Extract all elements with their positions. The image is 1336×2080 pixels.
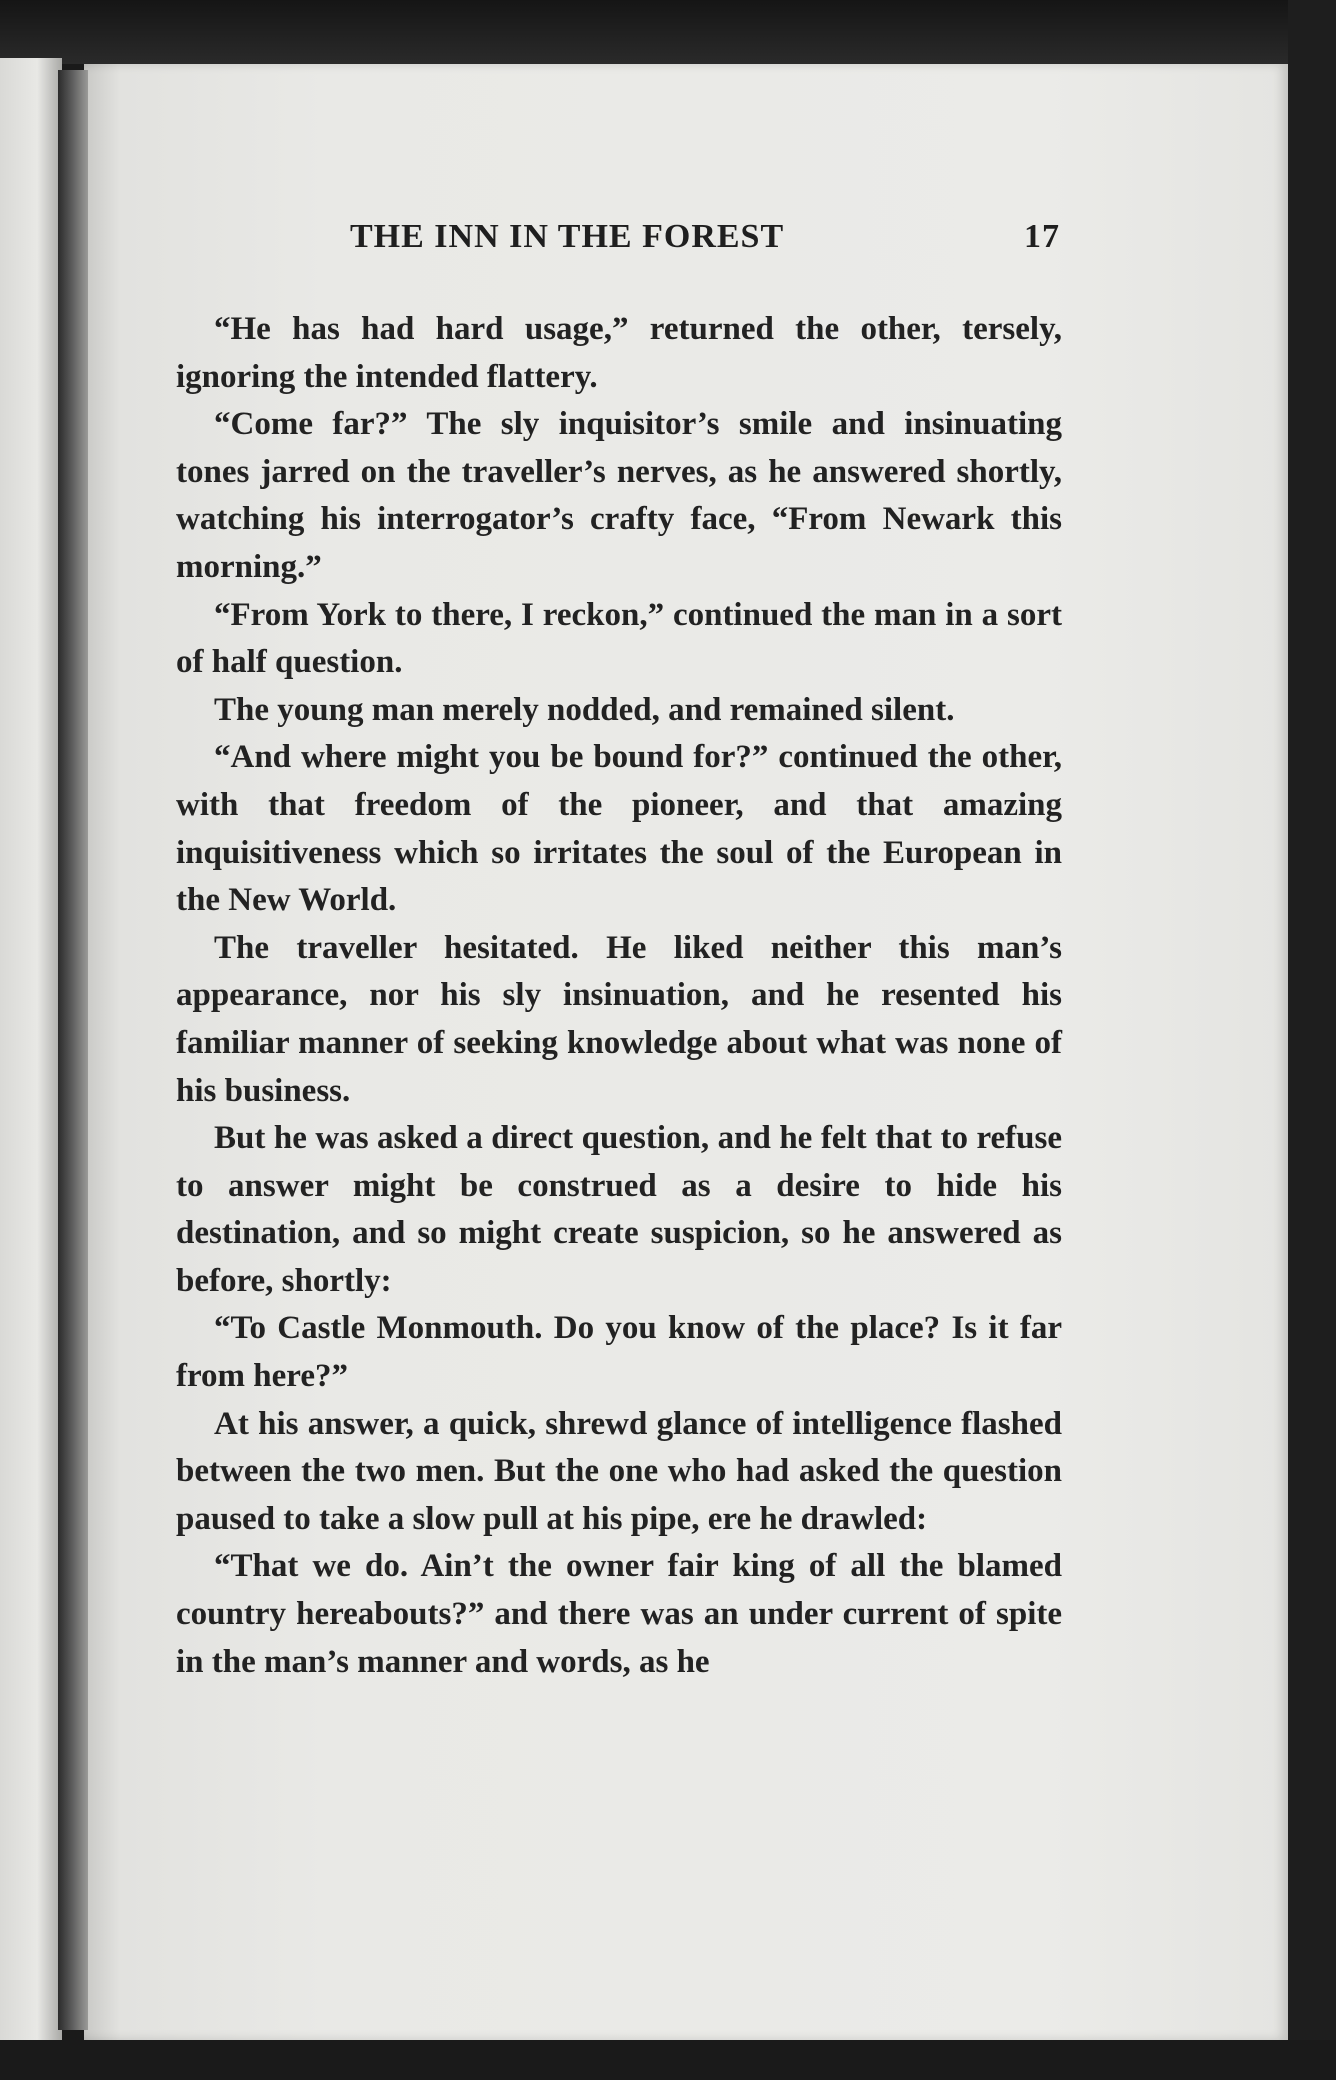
- book-gutter: [58, 70, 88, 2030]
- paragraph: The young man merely nodded, and remained silent.: [214, 691, 955, 728]
- paragraph: “That we do. Ain’t the owner fair king of all the blamed country hereabouts?” and there was an under current of spite in the man’s manner and words, as he: [176, 1548, 1062, 1680]
- paragraph: “Come far?” The sly inquisitor’s smile and insinuating tones jarred on the traveller’s nerves, as he answered shortly, watching his interrogator’s crafty face, “From Newark this morning.”: [176, 406, 1062, 585]
- scan-background-bottom: [0, 2040, 1336, 2080]
- running-title: THE INN IN THE FOREST: [350, 218, 785, 255]
- page-body: [176, 306, 1062, 1686]
- page-number: 17: [1024, 218, 1060, 255]
- paragraph: At his answer, a quick, shrewd glance of intelligence flashed between the two men. But the one who had asked the question paused to take a slow pull at his pipe, ere he drawled:: [176, 1405, 1062, 1537]
- paragraph: “From York to there, I reckon,” continued the man in a sort of half question.: [176, 596, 1062, 681]
- paragraph: But he was asked a direct question, and he felt that to refuse to answer might be construed as a desire to hide his destination, and so might create suspicion, so he answered as before, shortly:: [176, 1120, 1062, 1299]
- scan-background-right: [1288, 0, 1336, 2080]
- paragraph: The traveller hesitated. He liked neither this man’s appearance, nor his sly insinuation, and he resented his familiar manner of seeking knowledge about what was none of his business.: [176, 929, 1062, 1109]
- running-head: [90, 218, 1060, 268]
- paragraph: “To Castle Monmouth. Do you know of the place? Is it far from here?”: [176, 1310, 1062, 1395]
- paragraph: “He has had hard usage,” returned the other, tersely, ignoring the intended flattery.: [176, 311, 1062, 395]
- paragraph: “And where might you be bound for?” continued the other, with that freedom of the pioneer, and that amazing inquisitiveness which so irritates the soul of the European in the New World.: [176, 739, 1062, 919]
- scan-background-top: [0, 0, 1336, 64]
- facing-page-edge: [0, 58, 62, 2048]
